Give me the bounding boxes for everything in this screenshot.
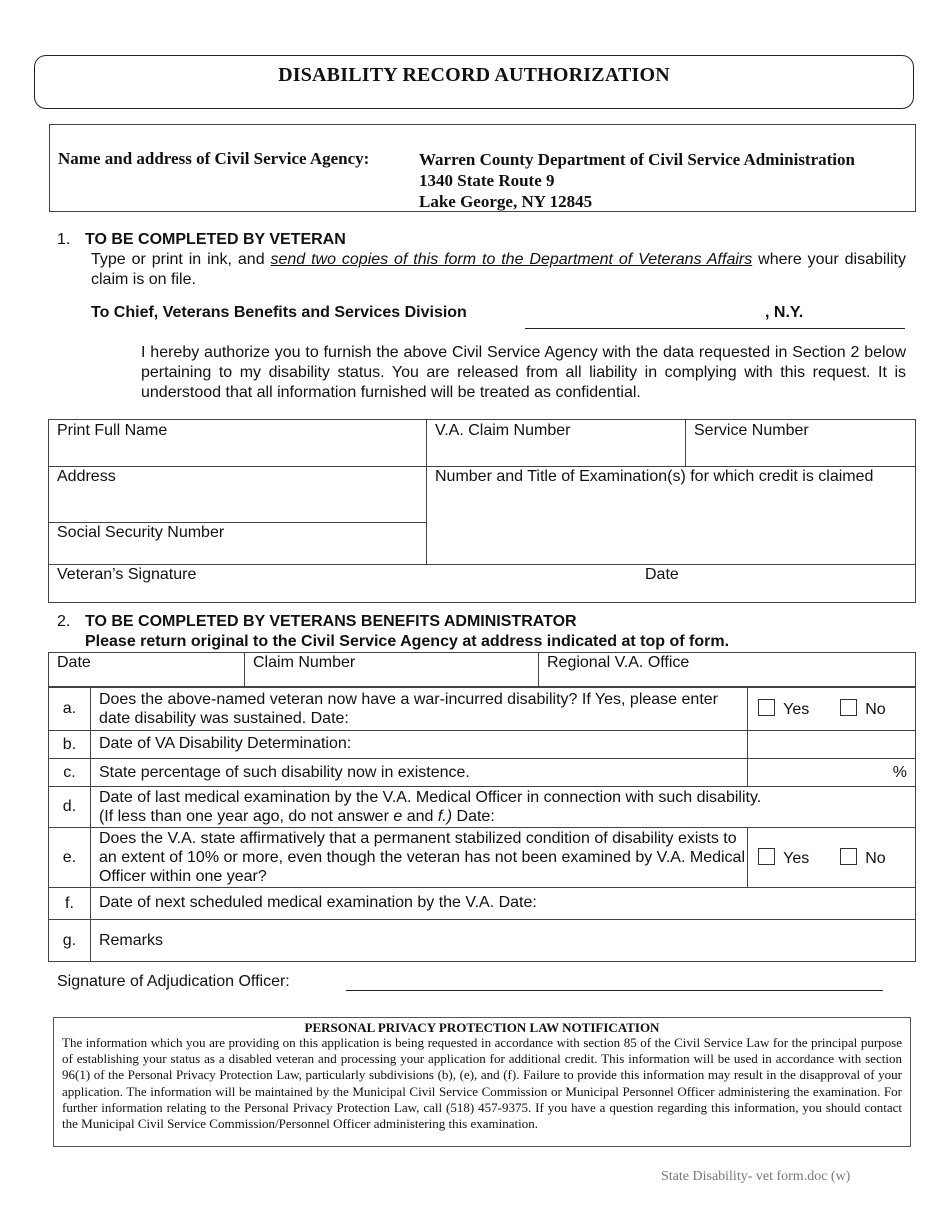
divider [244, 653, 245, 686]
divider [538, 653, 539, 686]
full-name-field[interactable]: Print Full Name [57, 422, 168, 439]
examination-field[interactable]: Number and Title of Examination(s) for which credit is claimed [435, 468, 874, 485]
row-letter: f. [49, 888, 91, 920]
admin-claim-number-field[interactable]: Claim Number [253, 654, 356, 671]
yes-checkbox[interactable] [758, 699, 775, 716]
question-c-text: State percentage of such disability now in existence. [90, 759, 747, 787]
instructions-text-post: where your disability claim is on file. [91, 251, 907, 288]
question-d-line1: Date of last medical examination by the V.A. Medical Officer in connection with such disability. [98, 789, 762, 806]
section1-number: 1. [57, 231, 71, 248]
row-letter: b. [49, 731, 91, 759]
table-row [49, 888, 916, 920]
question-d-ref-f: f.) [437, 808, 453, 825]
service-number-field[interactable]: Service Number [694, 422, 809, 439]
authorization-paragraph: I hereby authorize you to furnish the above Civil Service Agency with the data requested in Section 2 below pertaining to my disability status. You are released from all liability in complying with this request. It is understood that all information furnished will be treated as confidential. [141, 344, 906, 401]
section2-heading: TO BE COMPLETED BY VETERANS BENEFITS ADMINISTRATOR [85, 613, 577, 630]
privacy-title: PERSONAL PRIVACY PROTECTION LAW NOTIFICATION [304, 1020, 660, 1035]
signature-date-field[interactable]: Date [645, 566, 679, 583]
divider [685, 420, 686, 466]
agency-box [49, 124, 916, 212]
section2-number: 2. [57, 613, 71, 630]
question-a-options [748, 688, 916, 731]
admin-header-row [48, 652, 916, 687]
no-checkbox[interactable] [840, 848, 857, 865]
table-row [49, 688, 916, 731]
instructions-text-pre: Type or print in ink, and [91, 251, 271, 268]
yes-label: Yes [783, 701, 810, 718]
admin-questions-table [48, 687, 916, 962]
agency-name: Warren County Department of Civil Service Administration [419, 150, 855, 169]
table-row [49, 759, 916, 787]
divider [426, 420, 427, 564]
row-letter: d. [49, 787, 91, 828]
veteran-info-box [48, 419, 916, 603]
percent-sign: % [892, 763, 907, 781]
instructions-emphasis: send two copies of this form to the Department of Veterans Affairs [270, 251, 753, 268]
no-checkbox[interactable] [840, 699, 857, 716]
table-row [49, 920, 916, 962]
location-line[interactable] [525, 328, 905, 329]
row-letter: e. [49, 828, 91, 888]
to-chief-label: To Chief, Veterans Benefits and Services Division [91, 304, 467, 321]
agency-address [419, 149, 855, 212]
admin-date-field[interactable]: Date [57, 654, 91, 671]
question-f-text: Date of next scheduled medical examination by the V.A. Date: [90, 888, 915, 920]
section1-instructions [91, 250, 906, 290]
question-d-text [90, 787, 915, 828]
question-d-line2-pre: (If less than one year ago, do not answer [98, 808, 394, 825]
table-row [49, 828, 916, 888]
table-row [49, 787, 916, 828]
divider [49, 522, 427, 523]
divider [49, 466, 915, 467]
question-d-ref-e: e [393, 808, 403, 825]
ssn-field[interactable]: Social Security Number [57, 524, 225, 541]
question-b-text: Date of VA Disability Determination: [90, 731, 747, 759]
title-box [34, 55, 914, 109]
section1-heading: TO BE COMPLETED BY VETERAN [85, 231, 346, 248]
agency-label: Name and address of Civil Service Agency: [58, 149, 370, 168]
divider [49, 564, 915, 565]
regional-office-field[interactable]: Regional V.A. Office [547, 654, 690, 671]
yes-label: Yes [783, 849, 810, 867]
remarks-field[interactable]: Remarks [90, 920, 915, 962]
question-a-text: Does the above-named veteran now have a war-incurred disability? If Yes, please enter date disability was sustained. Date: [90, 688, 747, 731]
no-label: No [865, 701, 886, 718]
table-row [49, 731, 916, 759]
va-claim-number-field[interactable]: V.A. Claim Number [435, 422, 571, 439]
adjudication-signature-label: Signature of Adjudication Officer: [57, 973, 290, 990]
question-d-and: and [402, 808, 438, 825]
row-letter: c. [49, 759, 91, 787]
privacy-body: The information which you are providing on this application is being requested in accordance with section 85 of the Civil Service Law for the principal purpose of establishing your status as a disabled veteran and processing your application for additional credit. This information will be used in accordance with section 96(1) of the Personal Privacy Protection Law, particularly subdivisions (b), (e), and (f). Failure to provide this information may result in the disapproval of your application. The information will be maintained by the Municipal Civil Service Commission or Municipal Personnel Officer administering the examination. For further information relating to the Personal Privacy Protection Law, call (518) 457-9375. If you have a question regarding this information, you should contact the Municipal Civil Service Commission/Personnel Officer administering this examination. [62, 1035, 902, 1132]
question-e-text: Does the V.A. state affirmatively that a permanent stabilized condition of disability exists to an extent of 10% or more, even though the veteran has not been examined by V.A. Medical Officer within one year? [90, 828, 747, 888]
no-label: No [865, 849, 886, 867]
row-letter: a. [49, 688, 91, 731]
question-e-options [748, 828, 916, 888]
veteran-signature-field[interactable]: Veteran’s Signature [57, 566, 197, 583]
privacy-notice-box [53, 1017, 911, 1147]
ny-label: , N.Y. [765, 304, 804, 321]
question-d-line2-post: Date: [452, 808, 495, 825]
agency-street: 1340 State Route 9 [419, 171, 555, 190]
footer-filename: State Disability- vet form.doc (w) [661, 1169, 851, 1184]
row-letter: g. [49, 920, 91, 962]
form-title: DISABILITY RECORD AUTHORIZATION [278, 64, 670, 86]
question-b-answer[interactable] [748, 731, 916, 759]
address-field[interactable]: Address [57, 468, 116, 485]
yes-checkbox[interactable] [758, 848, 775, 865]
agency-city: Lake George, NY 12845 [419, 192, 593, 211]
section2-subheading: Please return original to the Civil Service Agency at address indicated at top of form. [85, 633, 730, 650]
adjudication-signature-line[interactable] [346, 990, 883, 991]
percentage-field[interactable] [748, 759, 916, 787]
question-d-line2 [99, 807, 915, 826]
